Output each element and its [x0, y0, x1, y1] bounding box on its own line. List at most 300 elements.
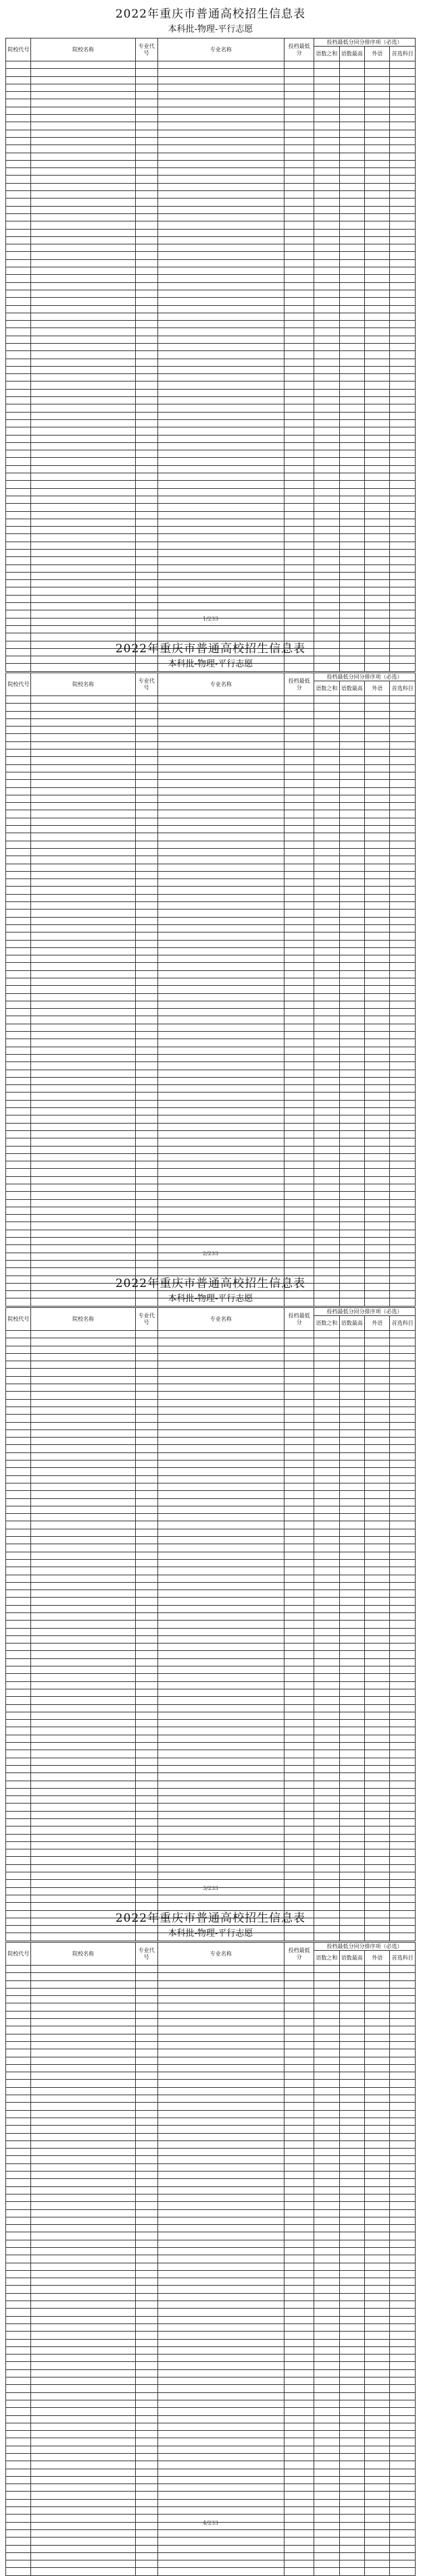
table-cell [339, 2194, 364, 2201]
table-cell [365, 1521, 390, 1529]
table-cell [157, 2072, 284, 2080]
table-cell [157, 1108, 284, 1115]
table-cell [390, 871, 416, 878]
table-cell [157, 947, 284, 955]
table-cell [390, 328, 416, 336]
table-cell [284, 1047, 314, 1054]
table-cell [157, 1039, 284, 1047]
table-cell [390, 803, 416, 810]
table-cell [135, 1452, 157, 1460]
table-cell [135, 1338, 157, 1346]
table-cell [31, 1361, 135, 1369]
table-cell [365, 2545, 390, 2552]
table-cell [390, 2095, 416, 2103]
table-cell [157, 1331, 284, 1338]
table-cell [365, 1153, 390, 1161]
table-cell [284, 2301, 314, 2309]
table-cell [390, 1475, 416, 1483]
table-cell [365, 2156, 390, 2163]
header-school-name: 院校名称 [31, 1308, 135, 1331]
table-cell [135, 1697, 157, 1704]
table-cell [314, 1123, 339, 1130]
header-min-score: 投档最低分 [284, 1943, 314, 1966]
table-cell [135, 1804, 157, 1811]
table-cell [6, 92, 31, 99]
table-cell [390, 1100, 416, 1107]
table-cell [31, 1529, 135, 1536]
table-cell [6, 2202, 31, 2209]
table-cell [314, 1445, 339, 1452]
table-cell [284, 2026, 314, 2034]
table-cell [284, 2431, 314, 2438]
table-cell [365, 1826, 390, 1834]
table-cell [31, 2011, 135, 2018]
table-cell [31, 61, 135, 69]
table-cell [339, 2103, 364, 2110]
table-cell [339, 481, 364, 488]
table-row [6, 864, 416, 871]
table-cell [314, 2560, 339, 2568]
table-cell [157, 1062, 284, 1070]
table-cell [31, 1100, 135, 1107]
table-cell [135, 336, 157, 343]
table-cell [284, 2095, 314, 2103]
table-cell [314, 826, 339, 833]
table-cell [157, 1552, 284, 1559]
table-cell [314, 2080, 339, 2087]
table-cell [365, 1392, 390, 1399]
table-cell [390, 2461, 416, 2469]
table-cell [135, 115, 157, 122]
table-cell [157, 1376, 284, 1384]
table-cell [284, 1093, 314, 1100]
table-row [6, 1521, 416, 1529]
table-cell [31, 2552, 135, 2560]
table-cell [157, 2232, 284, 2240]
table-cell [157, 1635, 284, 1643]
table-cell [31, 734, 135, 741]
table-row [6, 2484, 416, 2492]
table-cell [339, 1483, 364, 1490]
table-cell [365, 986, 390, 993]
table-row [6, 550, 416, 557]
table-cell [314, 1238, 339, 1245]
table-cell [314, 404, 339, 412]
table-cell [365, 2003, 390, 2011]
table-cell [135, 1108, 157, 1115]
table-cell [339, 1872, 364, 1880]
table-cell [314, 1009, 339, 1016]
table-row [6, 810, 416, 818]
table-cell [339, 848, 364, 856]
table-cell [31, 511, 135, 519]
table-cell [31, 1514, 135, 1521]
table-cell [314, 336, 339, 343]
table-cell [365, 2323, 390, 2331]
table-cell [135, 1260, 157, 1267]
table-cell [284, 1475, 314, 1483]
table-row [6, 442, 416, 450]
table-cell [284, 2316, 314, 2323]
table-cell [390, 1750, 416, 1758]
table-cell [135, 1720, 157, 1727]
table-cell [284, 137, 314, 144]
table-cell [339, 2209, 364, 2217]
table-cell [390, 1130, 416, 1138]
table-cell [390, 1895, 416, 1902]
table-cell [365, 564, 390, 572]
table-cell [157, 1192, 284, 1199]
table-cell [365, 183, 390, 190]
table-cell [284, 2469, 314, 2476]
table-cell [314, 1230, 339, 1237]
table-cell [365, 2163, 390, 2171]
table-cell [314, 2309, 339, 2316]
table-cell [365, 1123, 390, 1130]
table-cell [339, 1207, 364, 1214]
table-row [6, 2064, 416, 2072]
table-cell [157, 92, 284, 99]
table-row [6, 1169, 416, 1176]
table-cell [284, 496, 314, 503]
table-cell [284, 1338, 314, 1346]
table-cell [135, 2103, 157, 2110]
table-row [6, 2163, 416, 2171]
table-cell [339, 986, 364, 993]
table-cell [365, 2446, 390, 2453]
table-cell [135, 1146, 157, 1153]
table-row [6, 1735, 416, 1742]
table-cell [390, 2225, 416, 2232]
table-cell [157, 1024, 284, 1031]
table-cell [31, 603, 135, 610]
table-cell [31, 1996, 135, 2003]
table-cell [157, 130, 284, 137]
table-row [6, 1138, 416, 1146]
table-cell [157, 1773, 284, 1781]
table-cell [390, 2552, 416, 2560]
table-cell [31, 1475, 135, 1483]
table-cell [339, 711, 364, 718]
table-cell [390, 2286, 416, 2293]
table-cell [284, 955, 314, 963]
table-cell [135, 1681, 157, 1689]
table-cell [339, 1834, 364, 1841]
table-cell [390, 2355, 416, 2362]
table-cell [6, 213, 31, 221]
table-cell [157, 1857, 284, 1864]
table-cell [365, 810, 390, 818]
page-title: 2022年重庆市普通高校招生信息表 [115, 642, 306, 656]
table-cell [135, 1529, 157, 1536]
table-cell [6, 1415, 31, 1422]
table-cell [135, 236, 157, 244]
table-cell [339, 871, 364, 878]
table-cell [314, 2087, 339, 2095]
table-cell [157, 107, 284, 114]
table-cell [31, 1689, 135, 1696]
table-cell [135, 519, 157, 526]
table-cell [31, 1483, 135, 1490]
table-cell [339, 1590, 364, 1598]
table-cell [135, 1582, 157, 1589]
table-cell [365, 1024, 390, 1031]
table-cell [314, 2301, 339, 2309]
table-row [6, 1115, 416, 1123]
table-cell [31, 1644, 135, 1651]
table-cell [339, 1039, 364, 1047]
table-cell [157, 252, 284, 259]
table-cell [284, 1895, 314, 1902]
table-cell [284, 932, 314, 940]
header-min-score: 投档最低分 [284, 38, 314, 61]
table-cell [390, 404, 416, 412]
table-cell [339, 750, 364, 757]
table-cell [284, 1567, 314, 1575]
table-cell [390, 336, 416, 343]
table-cell [314, 99, 339, 107]
table-cell [365, 2538, 390, 2545]
table-cell [284, 2149, 314, 2156]
table-cell [157, 1621, 284, 1628]
table-cell [31, 1895, 135, 1902]
table-cell [157, 2301, 284, 2309]
table-cell [390, 1681, 416, 1689]
table-cell [31, 841, 135, 848]
table-row [6, 826, 416, 833]
header-tiebreak-1: 语数之和 [314, 1316, 339, 1331]
table-cell [157, 542, 284, 549]
table-cell [390, 587, 416, 595]
table-cell [284, 2232, 314, 2240]
table-cell [339, 199, 364, 206]
table-cell [284, 313, 314, 320]
admission-table [5, 38, 416, 672]
table-cell [31, 2172, 135, 2179]
table-cell [365, 1331, 390, 1338]
table-cell [135, 1130, 157, 1138]
table-cell [135, 2217, 157, 2224]
table-cell [157, 1796, 284, 1804]
table-cell [339, 1161, 364, 1169]
table-cell [390, 321, 416, 328]
table-cell [365, 848, 390, 856]
table-row [6, 2110, 416, 2118]
table-cell [284, 2309, 314, 2316]
table-cell [6, 2149, 31, 2156]
table-cell [284, 2057, 314, 2064]
table-cell [365, 2369, 390, 2377]
table-cell [31, 488, 135, 496]
table-cell [135, 1199, 157, 1207]
table-cell [339, 1750, 364, 1758]
table-row [6, 1849, 416, 1857]
table-cell [390, 1161, 416, 1169]
table-cell [31, 2301, 135, 2309]
table-cell [314, 757, 339, 764]
table-cell [31, 2454, 135, 2461]
table-cell [6, 115, 31, 122]
table-cell [135, 1498, 157, 1506]
table-row [6, 313, 416, 320]
table-cell [365, 795, 390, 802]
table-cell [390, 1184, 416, 1192]
table-cell [135, 488, 157, 496]
table-cell [284, 2011, 314, 2018]
table-cell [6, 1445, 31, 1452]
table-row [6, 1392, 416, 1399]
table-cell [314, 1651, 339, 1658]
table-cell [284, 1804, 314, 1811]
table-cell [31, 1047, 135, 1054]
table-cell [365, 750, 390, 757]
table-row [6, 397, 416, 404]
table-cell [390, 2323, 416, 2331]
table-cell [339, 1712, 364, 1719]
table-cell [339, 1635, 364, 1643]
table-cell [314, 259, 339, 267]
table-cell [284, 527, 314, 534]
table-row [6, 2355, 416, 2362]
table-cell [157, 1521, 284, 1529]
table-cell [284, 1544, 314, 1552]
table-cell [31, 2529, 135, 2537]
table-cell [135, 145, 157, 153]
table-cell [314, 1215, 339, 1222]
table-cell [31, 2194, 135, 2201]
table-row [6, 1369, 416, 1376]
header-tiebreak-3: 外语 [365, 1316, 390, 1331]
table-cell [157, 1590, 284, 1598]
table-cell [6, 1537, 31, 1544]
table-row [6, 1834, 416, 1841]
table-cell [6, 1093, 31, 1100]
table-cell [365, 818, 390, 825]
table-cell [157, 504, 284, 511]
table-cell [365, 1988, 390, 1995]
table-cell [284, 1123, 314, 1130]
table-cell [31, 2057, 135, 2064]
table-cell [6, 2385, 31, 2392]
table-cell [31, 252, 135, 259]
table-cell [31, 932, 135, 940]
table-cell [390, 1834, 416, 1841]
table-cell [314, 2499, 339, 2506]
table-cell [390, 2019, 416, 2026]
table-cell [314, 2323, 339, 2331]
table-cell [390, 1743, 416, 1750]
table-cell [390, 818, 416, 825]
table-cell [339, 1445, 364, 1452]
table-cell [314, 1184, 339, 1192]
table-cell [339, 69, 364, 76]
table-cell [6, 564, 31, 572]
table-cell [365, 2149, 390, 2156]
table-cell [135, 1621, 157, 1628]
table-cell [31, 1666, 135, 1674]
table-cell [365, 2309, 390, 2316]
table-cell [6, 183, 31, 190]
table-cell [390, 1758, 416, 1765]
table-row [6, 252, 416, 259]
table-cell [6, 1834, 31, 1841]
table-cell [6, 1996, 31, 2003]
table-cell [339, 1819, 364, 1826]
table-cell [365, 1452, 390, 1460]
table-cell [135, 1422, 157, 1429]
table-cell [6, 864, 31, 871]
table-cell [157, 1146, 284, 1153]
table-cell [31, 757, 135, 764]
table-cell [314, 1826, 339, 1834]
table-cell [135, 826, 157, 833]
table-cell [284, 910, 314, 917]
table-cell [365, 1743, 390, 1750]
table-cell [157, 1115, 284, 1123]
table-cell [6, 917, 31, 924]
table-cell [365, 1260, 390, 1267]
table-cell [135, 580, 157, 587]
table-cell [314, 1161, 339, 1169]
table-cell [6, 1062, 31, 1070]
table-cell [6, 2209, 31, 2217]
table-cell [284, 1331, 314, 1338]
table-cell [6, 2232, 31, 2240]
table-cell [6, 1491, 31, 1498]
table-cell [31, 902, 135, 910]
header-tiebreak-4: 首选科目 [390, 1951, 416, 1966]
table-cell [390, 1407, 416, 1414]
table-cell [157, 1612, 284, 1620]
table-cell [6, 343, 31, 350]
table-cell [339, 382, 364, 389]
table-cell [135, 1176, 157, 1184]
table-cell [390, 2255, 416, 2263]
table-cell [135, 2011, 157, 2018]
table-cell [365, 1146, 390, 1153]
table-cell [157, 910, 284, 917]
table-cell [31, 711, 135, 718]
table-cell [390, 1032, 416, 1039]
table-cell [390, 2293, 416, 2301]
table-cell [157, 1222, 284, 1230]
table-row [6, 2469, 416, 2476]
table-cell [339, 841, 364, 848]
table-cell [390, 993, 416, 1001]
table-cell [365, 557, 390, 564]
table-cell [157, 1506, 284, 1513]
table-cell [6, 2362, 31, 2369]
table-cell [31, 1980, 135, 1988]
table-cell [135, 1712, 157, 1719]
table-cell [390, 1483, 416, 1490]
table-cell [390, 2011, 416, 2018]
table-cell [314, 1429, 339, 1437]
table-cell [339, 130, 364, 137]
table-cell [390, 389, 416, 396]
table-row [6, 1988, 416, 1995]
table-cell [390, 2377, 416, 2385]
table-cell [135, 2469, 157, 2476]
table-cell [6, 1429, 31, 1437]
table-cell [365, 856, 390, 864]
table-cell [390, 534, 416, 542]
table-cell [135, 572, 157, 579]
table-cell [284, 1826, 314, 1834]
table-cell [365, 1788, 390, 1795]
table-cell [365, 1537, 390, 1544]
table-cell [135, 2179, 157, 2186]
